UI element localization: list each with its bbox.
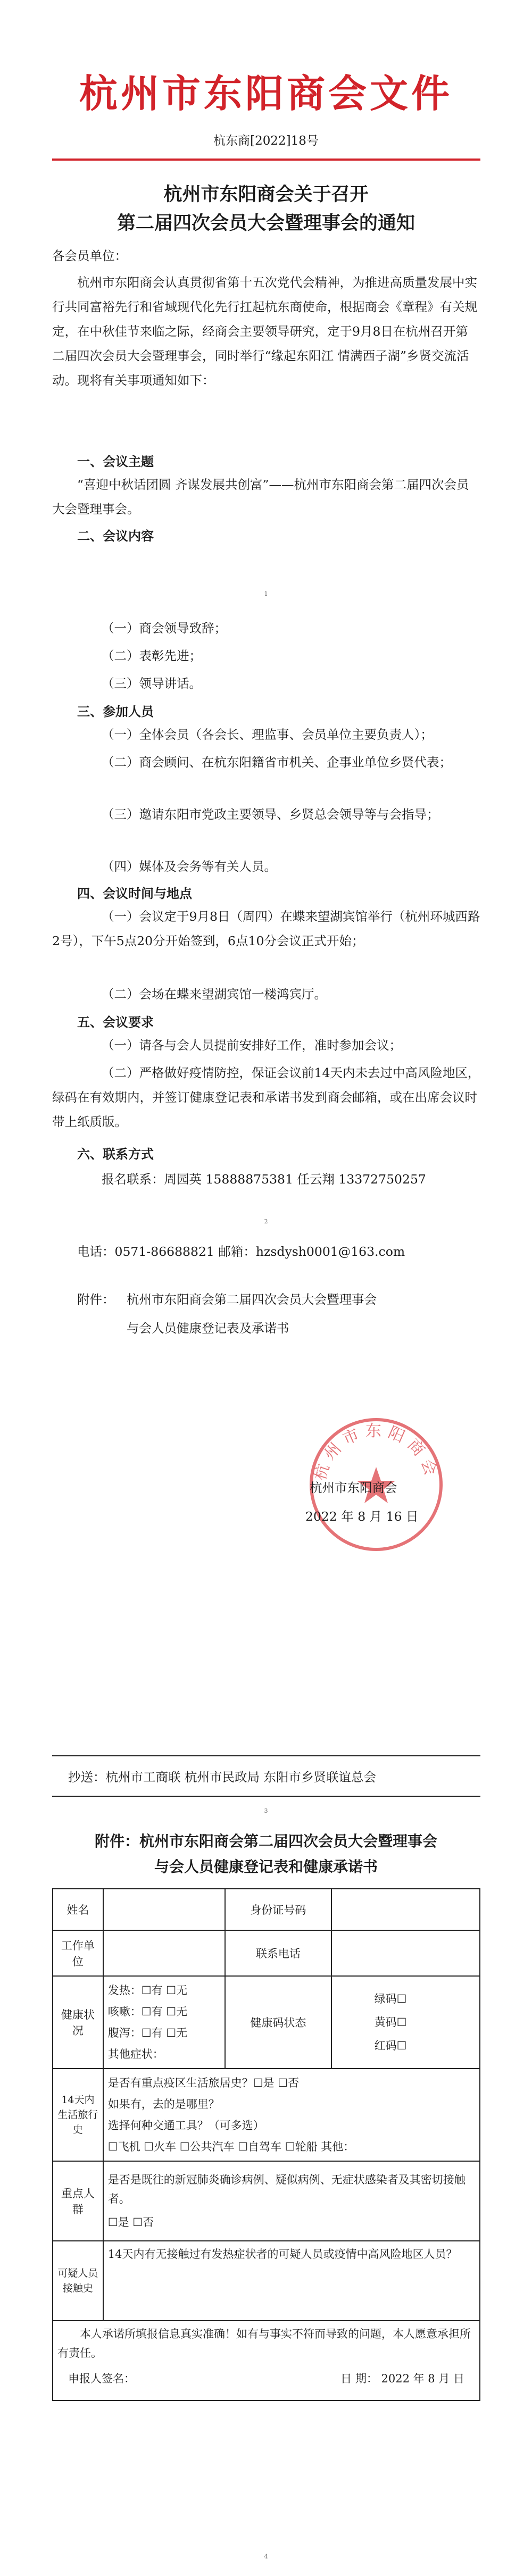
suspect-contact-question: 14天内有无接触过有发热症状者的可疑人员或疫情中高风险地区人员？ [107, 2248, 458, 2261]
section-5-title: 五、会议要求 [77, 1015, 154, 1030]
name-label: 姓名 [53, 1889, 103, 1930]
yellow-code-checkbox[interactable]: 黄码☐ [374, 2016, 407, 2029]
section-2-item: （二）表彰先进； [102, 648, 202, 663]
contact-phone-field[interactable] [331, 1930, 480, 1976]
commitment-statement: 本人承诺所填报信息真实准确！如有与事实不符而导致的问题，本人愿意承担所有责任。 [57, 2328, 471, 2360]
notice-title-line2: 第二届四次会员大会暨理事会的通知 [117, 213, 415, 234]
red-divider [52, 159, 480, 161]
suspect-contact-label: 可疑人员接触史 [53, 2241, 103, 2321]
section-1-title: 一、会议主题 [77, 454, 154, 469]
annex-title-line1: 附件：杭州市东阳商会第二届四次会员大会暨理事会 [94, 1832, 437, 1850]
id-number-field[interactable] [331, 1889, 480, 1930]
attachment-title-line1: 杭州市东阳商会第二届四次会员大会暨理事会 [127, 1292, 377, 1307]
section-3-title: 三、参加人员 [77, 704, 154, 719]
attachment-title-line2: 与会人员健康登记表及承诺书 [127, 1321, 289, 1336]
section-3-item: （一）全体会员（各会长、理监事、会员单位主要负责人）； [102, 727, 433, 742]
annex-title-line2: 与会人员健康登记表和健康承诺书 [154, 1858, 378, 1875]
contact-line: 报名联系：周园英 15888875381 任云翔 13372750257 [102, 1172, 426, 1187]
section-3-item: （二）商会顾问、在杭东阳籍省市机关、企事业单位乡贤代表； [102, 755, 452, 770]
signing-organization: 杭州市东阳商会 [310, 1480, 397, 1495]
key-population-label: 重点人群 [53, 2161, 103, 2241]
page-number: 2 [264, 1218, 268, 1225]
health-status-label: 健康状况 [53, 1976, 103, 2069]
intro-paragraph: 杭州市东阳商会认真贯彻省第十五次党代会精神，为推进高质量发展中实行共同富裕先行和省域现代化先行扛起杭东商使命，根据商会《章程》有关规定，在中秋佳节来临之际，经商会主要领导研究，定于9月8日在杭州召开第二届四次会员大会暨理事会，同时举行“缘起东阳江 情满西子湖”乡贤交流活动。现将有关事项通知如下： [52, 275, 477, 388]
phone-email-line: 电话：0571-86688821 邮箱：hzsdysh0001@163.com [77, 1244, 405, 1259]
section-2-title: 二、会议内容 [77, 529, 154, 544]
green-code-checkbox[interactable]: 绿码☐ [374, 1993, 407, 2005]
document-title: 杭州市东阳商会文件 [79, 71, 453, 116]
section-3-item: （三）邀请东阳市党政主要领导、乡贤总会领导等与会指导； [102, 807, 439, 822]
travel-question-1[interactable]: 是否有重点疫区生活旅居史？☐是 ☐否 [107, 2077, 300, 2089]
page-number: 4 [264, 2553, 268, 2560]
fever-checkbox[interactable]: 发热：☐有 ☐无 [107, 1984, 188, 1997]
key-population-options[interactable]: ☐是 ☐否 [107, 2216, 154, 2229]
other-symptoms[interactable]: 其他症状： [107, 2048, 164, 2061]
page-number: 1 [264, 590, 268, 597]
section-6-title: 六、联系方式 [77, 1147, 154, 1162]
travel-question-3: 选择何种交通工具？（可多选） [107, 2119, 264, 2132]
section-5-item: （二）严格做好疫情防控，保证会议前14天内未去过中高风险地区，绿码在有效期内，并签订健康登记表和承诺书发到商会邮箱，或在出席会议时带上纸质版。 [52, 1065, 480, 1129]
work-unit-field[interactable] [103, 1930, 225, 1976]
travel-history-label: 14天内生活旅行史 [53, 2069, 103, 2161]
health-code-label: 健康码状态 [225, 1976, 331, 2069]
signer-field[interactable]: 申报人签名： [68, 2372, 135, 2385]
diarrhea-checkbox[interactable]: 腹泻：☐有 ☐无 [107, 2027, 188, 2039]
section-2-item: （三）领导讲话。 [102, 676, 202, 691]
attachment-label: 附件： [77, 1292, 115, 1307]
contact-phone-label: 联系电话 [225, 1930, 331, 1976]
red-code-checkbox[interactable]: 红码☐ [374, 2039, 407, 2052]
cc-bottom-rule [52, 1796, 480, 1797]
section-4-item: （二）会场在蝶来望湖宾馆一楼鸿宾厅。 [102, 987, 327, 1002]
section-1-text: “喜迎中秋话团圆 齐谋发展共创富”——杭州市东阳商会第二届四次会员大会暨理事会。 [52, 477, 469, 516]
id-number-label: 身份证号码 [225, 1889, 331, 1930]
section-4-title: 四、会议时间与地点 [77, 886, 192, 901]
transport-options[interactable]: ☐飞机 ☐火车 ☐公共汽车 ☐自驾车 ☐轮船 其他： [107, 2140, 355, 2153]
health-registration-form [52, 1888, 480, 2401]
section-3-item: （四）媒体及会务等有关人员。 [102, 859, 277, 874]
travel-question-2: 如果有，去的是哪里？ [107, 2098, 220, 2111]
key-population-question: 是否是既往的新冠肺炎确诊病例、疑似病例、无症状感染者及其密切接触者。 [107, 2173, 466, 2205]
notice-title-line1: 杭州市东阳商会关于召开 [163, 184, 369, 205]
cc-top-rule [52, 1755, 480, 1756]
cough-checkbox[interactable]: 咳嗽：☐有 ☐无 [107, 2005, 188, 2018]
signing-date: 2022 年 8 月 16 日 [305, 1509, 419, 1524]
cc-line: 抄送：杭州市工商联 杭州市民政局 东阳市乡贤联谊总会 [68, 1770, 376, 1785]
salutation: 各会员单位： [52, 248, 127, 263]
page-number: 3 [264, 1807, 268, 1814]
date-field[interactable]: 日 期： 2022 年 8 月 日 [340, 2372, 464, 2385]
document-number: 杭东商[2022]18号 [213, 134, 319, 148]
section-4-item: （一）会议定于9月8日（周四）在蝶来望湖宾馆举行（杭州环城西路2号），下午5点20分开始签到，6点10分会议正式开始； [52, 909, 480, 948]
work-unit-label: 工作单位 [53, 1930, 103, 1976]
section-2-item: （一）商会领导致辞； [102, 621, 227, 636]
name-field[interactable] [103, 1889, 225, 1930]
section-5-item: （一）请各与会人员提前安排好工作，准时参加会议； [102, 1038, 402, 1053]
seal-text: 杭州市东阳商会 [310, 1422, 442, 1483]
